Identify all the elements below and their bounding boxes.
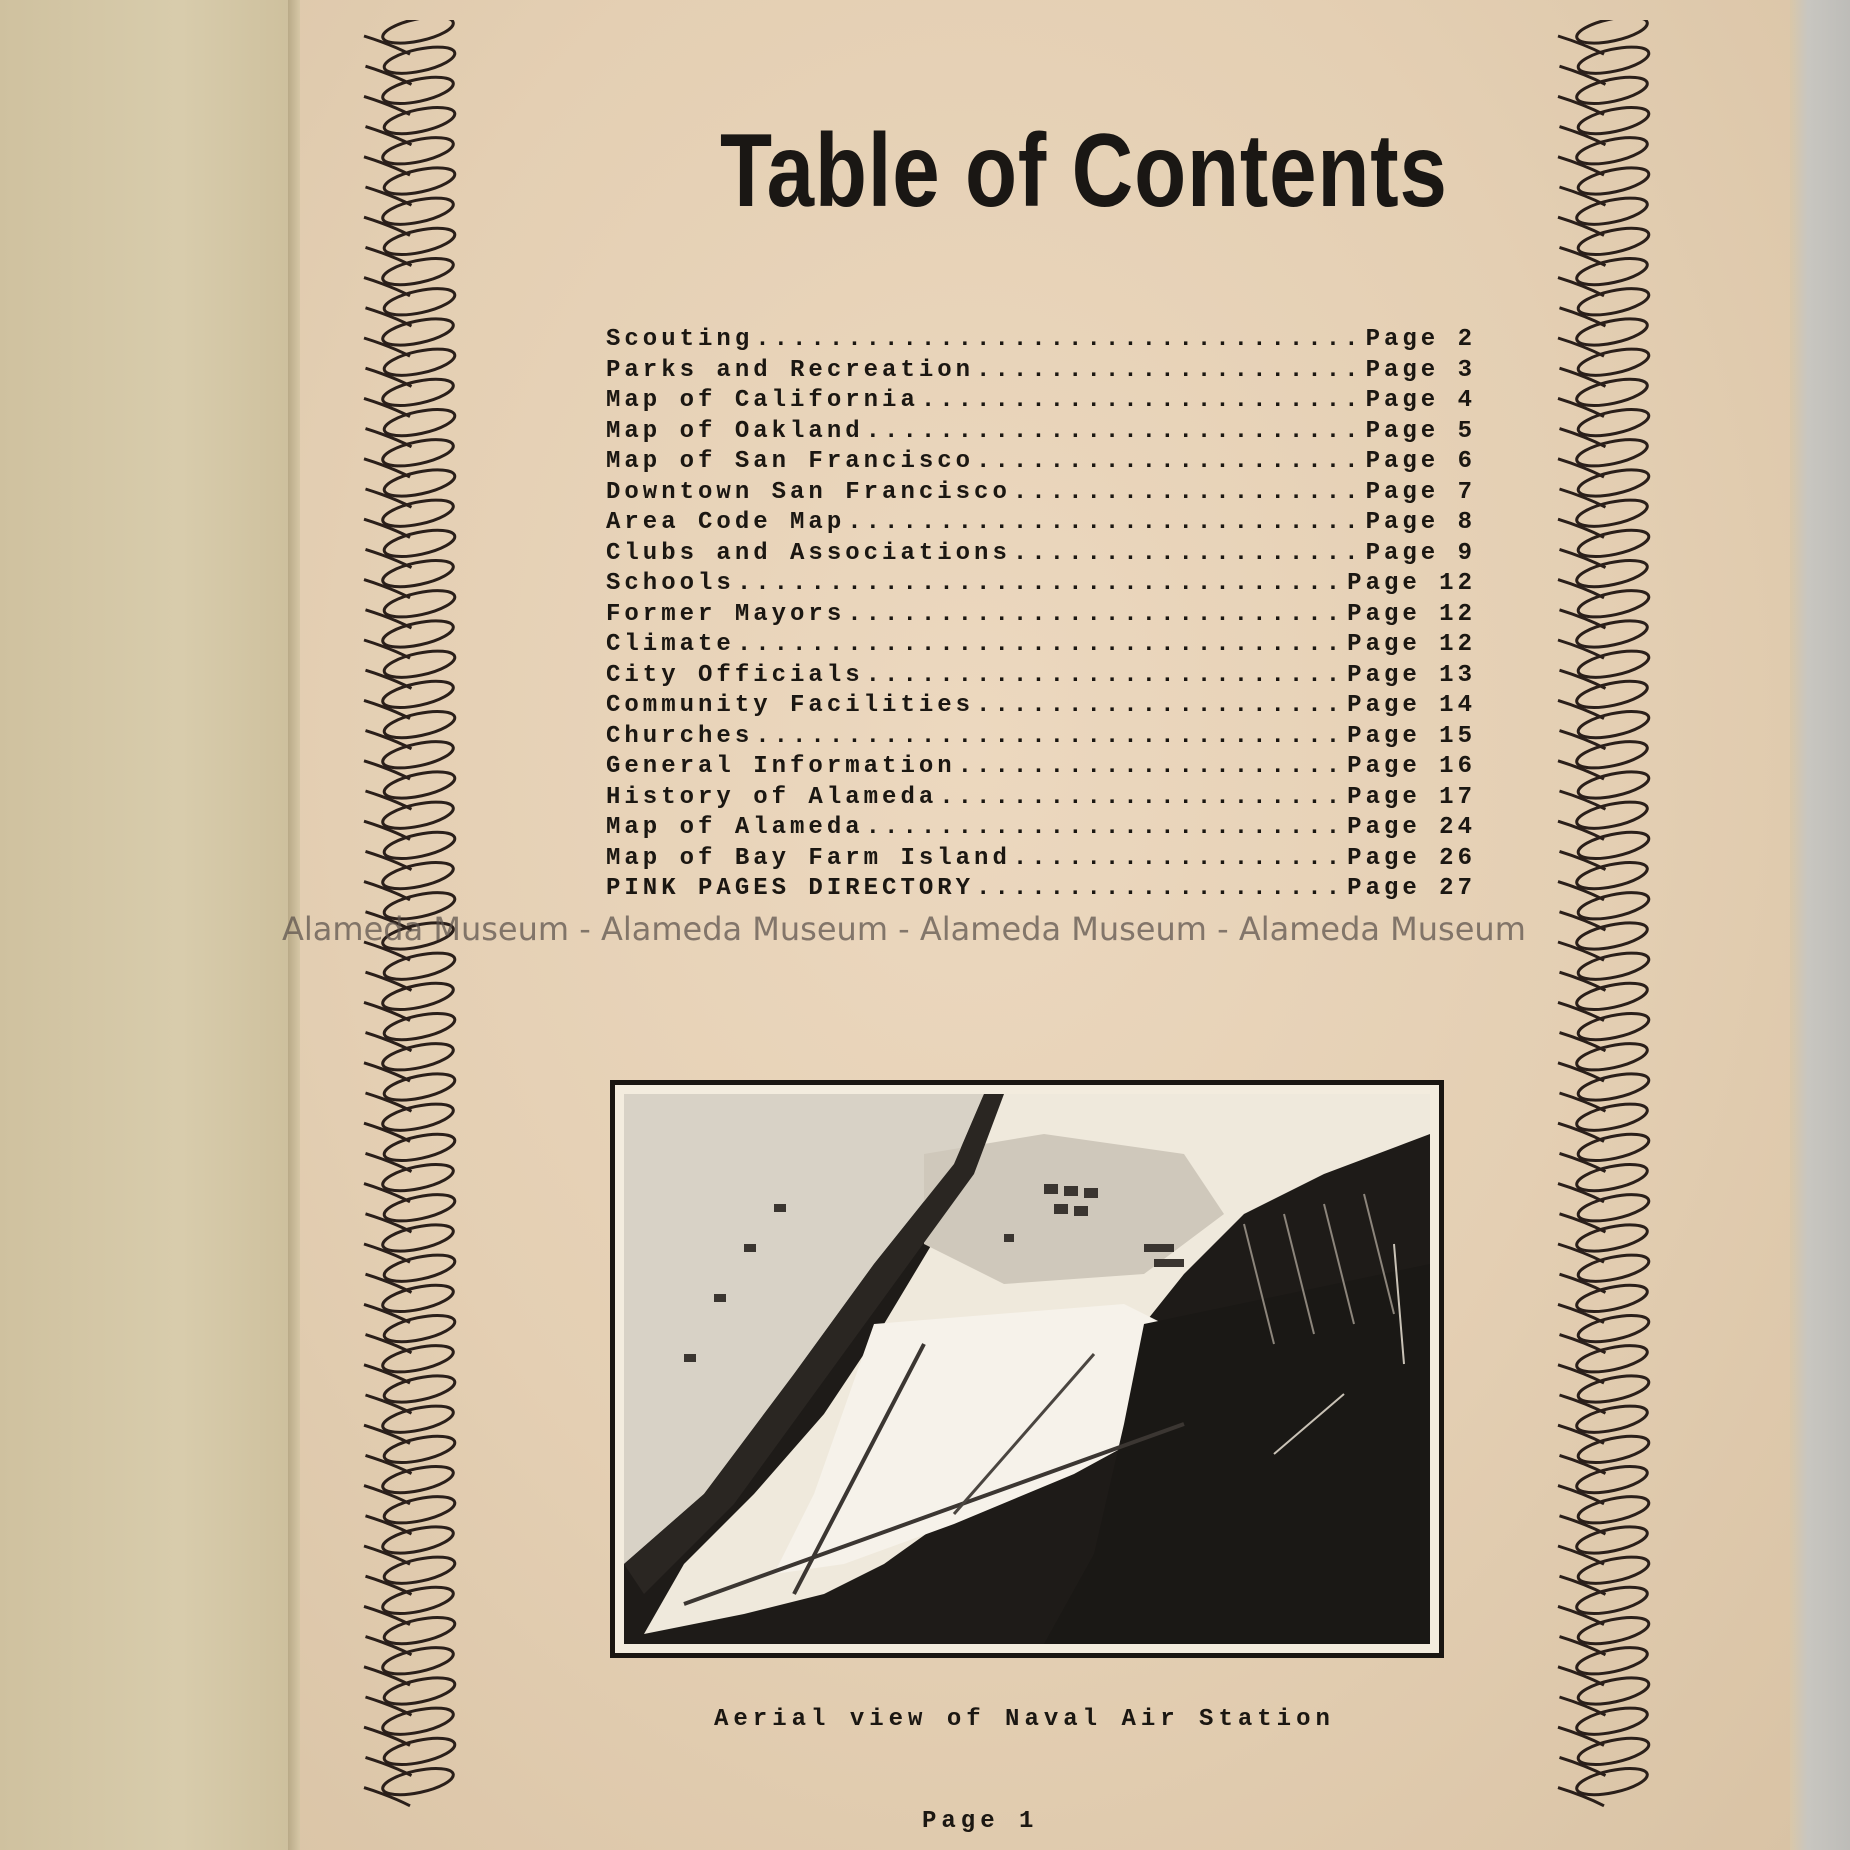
toc-dot-leader <box>866 662 1346 689</box>
toc-entry-page: Page 12 <box>1347 600 1476 628</box>
toc-entry-label: History of Alameda <box>606 783 938 811</box>
coil-stroke <box>1558 580 1604 598</box>
coil-loop <box>380 1582 455 1618</box>
coil-stroke <box>1558 278 1604 296</box>
toc-entry-label: City Officials <box>606 661 864 689</box>
coil-loop <box>1574 1763 1649 1799</box>
coil-stroke <box>1558 1063 1604 1081</box>
decorative-border-right <box>1540 20 1660 1820</box>
coil-loop <box>380 1099 455 1135</box>
coil-loop <box>1574 1461 1649 1497</box>
toc-entry-label: Schools <box>606 570 735 597</box>
coil-loop <box>1574 797 1649 833</box>
coil-loop <box>380 1280 455 1316</box>
coil-stroke <box>1558 700 1604 718</box>
coil-stroke <box>1558 1425 1604 1443</box>
aerial-photo-image <box>624 1094 1430 1644</box>
toc-dot-leader <box>737 570 1345 597</box>
toc-entry-page: Page 27 <box>1347 875 1476 902</box>
toc-entry-page: Page 15 <box>1347 722 1476 750</box>
toc-entry <box>606 540 1476 571</box>
toc-entry-page: Page 7 <box>1365 478 1476 506</box>
toc-entry-page: Page 14 <box>1347 692 1476 719</box>
coil-loop <box>1574 1703 1649 1739</box>
photo-caption: Aerial view of Naval Air Station <box>714 1706 1335 1733</box>
toc-dot-leader <box>866 418 1364 445</box>
toc-dot-leader <box>976 692 1345 719</box>
coil-loop <box>1574 1582 1649 1618</box>
toc-dot-leader <box>976 875 1345 902</box>
coil-loop <box>1574 555 1649 591</box>
coil-loop <box>1574 1341 1649 1377</box>
coil-loop <box>380 737 455 773</box>
coil-loop <box>380 978 455 1014</box>
coil-stroke <box>364 398 410 416</box>
toc-entry-page: Page 2 <box>1365 326 1476 353</box>
coil-stroke <box>1558 157 1604 175</box>
toc-dot-leader <box>755 326 1363 353</box>
coil-loop <box>380 253 455 289</box>
coil-loop <box>380 1461 455 1497</box>
coil-loop <box>1574 676 1649 712</box>
coil-loop <box>380 1159 455 1195</box>
coil-loop <box>1574 20 1649 48</box>
toc-entry <box>606 692 1476 723</box>
toc-entry-label: Downtown San Francisco <box>606 478 1011 506</box>
coil-stroke <box>364 278 410 296</box>
toc-dot-leader <box>737 631 1345 658</box>
coil-loop <box>1574 1159 1649 1195</box>
facing-page <box>0 0 300 1850</box>
coil-stroke <box>1558 1184 1604 1202</box>
coil-loop <box>380 72 455 108</box>
coil-stroke <box>364 1546 410 1564</box>
toc-entry <box>606 357 1476 388</box>
toc-dot-leader <box>958 753 1346 780</box>
coil-stroke <box>364 821 410 839</box>
coil-stroke <box>1558 821 1604 839</box>
coil-stroke <box>1558 459 1604 477</box>
toc-entry-page: Page 6 <box>1365 448 1476 475</box>
toc-entry-label: Community Facilities <box>606 692 975 719</box>
coil-loop <box>380 676 455 712</box>
toc-entry-page: Page 24 <box>1347 814 1476 841</box>
coil-stroke <box>364 96 410 114</box>
toc-entry-page: Page 5 <box>1365 417 1476 445</box>
coil-stroke <box>364 1184 410 1202</box>
toc-entry-label: Former Mayors <box>606 600 846 628</box>
coil-stroke <box>1558 640 1604 658</box>
toc-entry <box>606 418 1476 449</box>
coil-loop <box>380 1763 455 1799</box>
toc-dot-leader <box>755 723 1345 750</box>
toc-entry-label: Climate <box>606 631 735 658</box>
toc-entry <box>606 723 1476 754</box>
toc-dot-leader <box>1013 479 1364 506</box>
toc-entry-page: Page 17 <box>1347 783 1476 811</box>
coil-loop <box>1574 737 1649 773</box>
coil-stroke <box>1558 217 1604 235</box>
toc-entry <box>606 814 1476 845</box>
watermark: Alameda Museum - Alameda Museum - Alameda Museum - Alameda Museum <box>282 910 1526 948</box>
coil-loop <box>1574 435 1649 471</box>
coil-loop <box>380 1522 455 1558</box>
toc-entry-page: Page 9 <box>1365 539 1476 567</box>
coil-stroke <box>1558 1788 1604 1806</box>
coil-loop <box>1574 978 1649 1014</box>
coil-stroke <box>364 700 410 718</box>
toc-entry <box>606 753 1476 784</box>
toc-entry-page: Page 4 <box>1365 387 1476 414</box>
coil-stroke <box>364 580 410 598</box>
coil-stroke <box>1558 1667 1604 1685</box>
coil-stroke <box>364 1727 410 1745</box>
coil-stroke <box>364 459 410 477</box>
toc-entry <box>606 387 1476 418</box>
coil-stroke <box>364 338 410 356</box>
coil-loop <box>1574 133 1649 169</box>
toc-dot-leader <box>847 509 1363 536</box>
aerial-photo <box>610 1080 1444 1658</box>
coil-loop <box>380 1703 455 1739</box>
coil-stroke <box>1558 1304 1604 1322</box>
coil-stroke <box>1558 1606 1604 1624</box>
toc-entry <box>606 784 1476 815</box>
coil-loop <box>380 616 455 652</box>
toc-entry-label: PINK PAGES DIRECTORY <box>606 875 975 902</box>
coil-stroke <box>364 1244 410 1262</box>
toc-entry-label: Map of California <box>606 387 919 414</box>
coil-loop <box>1574 193 1649 229</box>
coil-loop <box>380 1341 455 1377</box>
coil-loop <box>1574 1280 1649 1316</box>
coil-stroke <box>1558 1546 1604 1564</box>
coil-loop <box>380 495 455 531</box>
coil-loop <box>1574 1522 1649 1558</box>
coil-stroke <box>1558 338 1604 356</box>
coil-loop <box>380 1039 455 1075</box>
toc-entry-label: Map of San Francisco <box>606 448 975 475</box>
coil-stroke <box>364 1002 410 1020</box>
coil-loop <box>1574 857 1649 893</box>
toc-entry <box>606 479 1476 510</box>
toc-entry-label: Churches <box>606 722 754 750</box>
coil-loop <box>380 797 455 833</box>
toc-dot-leader <box>921 387 1364 414</box>
coil-stroke <box>1558 761 1604 779</box>
coil-stroke <box>1558 1244 1604 1262</box>
coil-loop <box>1574 253 1649 289</box>
coil-loop <box>380 20 455 48</box>
coil-stroke <box>364 519 410 537</box>
coil-loop <box>1574 1039 1649 1075</box>
page-title: Table of Contents <box>720 113 1448 229</box>
coil-loop <box>1574 616 1649 652</box>
toc-entry-page: Page 3 <box>1365 356 1476 384</box>
toc-entry <box>606 570 1476 601</box>
toc-dot-leader <box>1013 845 1345 872</box>
coil-stroke <box>1558 36 1604 54</box>
coil-stroke <box>364 761 410 779</box>
toc-entry-page: Page 13 <box>1347 661 1476 689</box>
toc-dot-leader <box>847 601 1345 628</box>
coil-stroke <box>364 1606 410 1624</box>
toc-entry-label: Area Code Map <box>606 509 846 536</box>
toc-dot-leader <box>939 784 1345 811</box>
toc-dot-leader <box>1013 540 1364 567</box>
coil-stroke <box>364 1425 410 1443</box>
toc-entry-label: Map of Bay Farm Island <box>606 844 1011 872</box>
coil-loop <box>380 374 455 410</box>
coil-stroke <box>364 157 410 175</box>
coil-stroke <box>1558 519 1604 537</box>
coil-stroke <box>1558 1002 1604 1020</box>
toc-entry <box>606 509 1476 540</box>
coil-stroke <box>1558 398 1604 416</box>
coil-stroke <box>364 1788 410 1806</box>
coil-stroke <box>364 640 410 658</box>
coil-stroke <box>364 217 410 235</box>
coil-stroke <box>364 1123 410 1141</box>
toc-entry <box>606 631 1476 662</box>
coil-stroke <box>1558 1365 1604 1383</box>
coil-stroke <box>1558 942 1604 960</box>
coil-stroke <box>364 1667 410 1685</box>
coil-stroke <box>364 36 410 54</box>
coil-loop <box>380 555 455 591</box>
coil-loop <box>1574 72 1649 108</box>
coil-stroke <box>364 1486 410 1504</box>
coil-loop <box>1574 918 1649 954</box>
coil-loop <box>1574 374 1649 410</box>
toc-entry-label: Clubs and Associations <box>606 539 1011 567</box>
coil-loop <box>1574 495 1649 531</box>
coil-loop <box>1574 1401 1649 1437</box>
coil-stroke <box>364 1304 410 1322</box>
toc-entry-page: Page 12 <box>1347 631 1476 658</box>
coil-stroke <box>1558 1727 1604 1745</box>
toc-entry <box>606 326 1476 357</box>
coil-loop <box>1574 1643 1649 1679</box>
coil-stroke <box>364 1063 410 1081</box>
coil-stroke <box>1558 96 1604 114</box>
toc-entry <box>606 662 1476 693</box>
toc-dot-leader <box>976 448 1364 475</box>
coil-loop <box>380 857 455 893</box>
toc-entry-label: Map of Oakland <box>606 417 864 445</box>
coil-loop <box>380 1643 455 1679</box>
toc-entry <box>606 448 1476 479</box>
toc-entry-page: Page 16 <box>1347 753 1476 780</box>
toc-entry-label: Parks and Recreation <box>606 356 975 384</box>
toc-entry-label: Scouting <box>606 326 754 353</box>
coil-stroke <box>364 1365 410 1383</box>
toc-entry <box>606 875 1476 906</box>
coil-loop <box>1574 1099 1649 1135</box>
coil-loop <box>380 314 455 350</box>
toc-entry <box>606 845 1476 876</box>
coil-loop <box>380 1220 455 1256</box>
table-of-contents <box>606 326 1476 906</box>
coil-loop <box>380 133 455 169</box>
coil-loop <box>1574 314 1649 350</box>
coil-stroke <box>364 882 410 900</box>
coil-stroke <box>1558 1123 1604 1141</box>
toc-entry-label: General Information <box>606 753 956 780</box>
toc-dot-leader <box>866 814 1346 841</box>
toc-entry-page: Page 12 <box>1347 570 1476 597</box>
page-edge <box>1790 0 1850 1850</box>
coil-loop <box>380 435 455 471</box>
coil-loop <box>1574 1220 1649 1256</box>
coil-loop <box>380 1401 455 1437</box>
toc-dot-leader <box>976 357 1364 384</box>
toc-entry-page: Page 26 <box>1347 844 1476 872</box>
coil-loop <box>380 193 455 229</box>
toc-entry-page: Page 8 <box>1365 509 1476 536</box>
coil-stroke <box>1558 1486 1604 1504</box>
coil-stroke <box>1558 882 1604 900</box>
page-number: Page 1 <box>922 1808 1039 1835</box>
toc-entry <box>606 601 1476 632</box>
toc-entry-label: Map of Alameda <box>606 814 864 841</box>
